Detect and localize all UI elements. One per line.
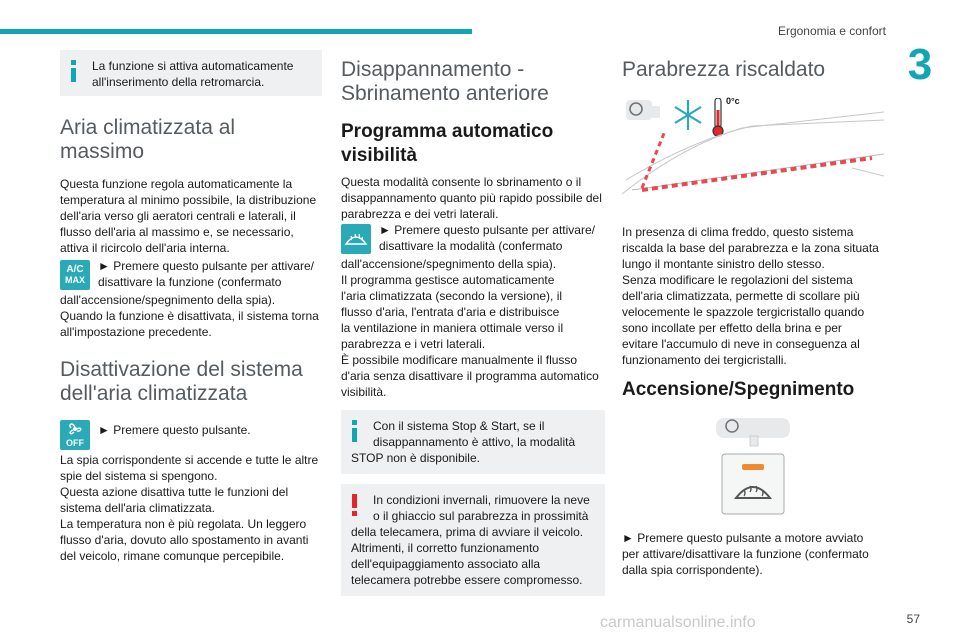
heated-windscreen-button-figure <box>622 410 884 530</box>
section-title-ac-off: Disattivazione del sistema dell'aria climatizzata <box>60 358 303 405</box>
thermometer-icon <box>713 98 723 136</box>
info-box-reverse-gear: La funzione si attiva automaticamente all'inserimento della retromarcia. <box>60 50 322 96</box>
column-middle <box>341 50 605 596</box>
button-illustration <box>622 410 884 530</box>
heated-windscreen-step: ► Premere questo pulsante a motore avviato per attivare/disattivare la funzione (confermato dalla spia corrispondente). <box>622 531 869 577</box>
ac-max-step: A/C MAX ► Premere questo pulsante per attivare/ disattivare la funzione (confermato <box>60 258 322 292</box>
column-left <box>60 50 322 564</box>
ac-off-step: OFF ► Premere questo pulsante. <box>60 418 322 452</box>
chapter-number: 3 <box>907 40 933 89</box>
subtitle-auto-visibility: Programma automatico visibilità <box>341 121 554 166</box>
defrost-intro: Questa modalità consente lo sbrinamento o il disappannamento quanto più rapido possibile del parabrezza e dei vetri laterali. <box>341 175 602 221</box>
header-accent-bar <box>0 29 472 34</box>
warning-icon <box>352 494 357 516</box>
heated-windscreen-figure <box>622 98 884 202</box>
warning-box-camera: In condizioni invernali, rimuovere la neve o il ghiaccio sul parabrezza in prossimità della telecamera, prima di avviare il veicolo. Altrimenti, il corretto funzionamento dell'equipaggiamento associato alla telecamera potrebbe essere compromesso. <box>341 484 605 596</box>
watermark: carmanualsonline.info <box>600 614 756 631</box>
section-title-ac-max: Aria climatizzata al massimo <box>60 116 236 163</box>
section-title-defrost: Disappannamento - Sbrinamento anteriore <box>341 58 549 105</box>
info-icon <box>71 60 76 82</box>
section-title-heated-windscreen: Parabrezza riscaldato <box>622 58 826 81</box>
header-section-title: Ergonomia e confort <box>777 24 886 38</box>
column-right <box>622 50 884 578</box>
subtitle-on-off: Accensione/Spegnimento <box>622 379 855 400</box>
ac-max-after: dall'accensione/spegnimento della spia). Quando la funzione è disattivata, il sistema torna all'impostazione precedente. <box>60 293 319 339</box>
defrost-button-icon <box>341 224 371 254</box>
info-icon <box>352 420 357 442</box>
fan-icon <box>60 420 90 438</box>
ac-off-text: La spia corrispondente si accende e tutte le altre spie del sistema si spengono. Questa azione disattiva tutte le funzioni del sistema dell'aria climatizzata. La temperatura non è più regolata. Un leggero flusso d'aria, dovuto allo spostamento in avanti del veicolo, rimane comunque percepibile. <box>60 453 319 563</box>
ac-max-button-icon: A/C MAX <box>60 260 90 290</box>
temperature-label: 0°c <box>726 96 740 106</box>
ac-max-intro: Questa funzione regola automaticamente la temperatura al minimo possibile, la distribuzione dell'aria verso gli aeratori centrali e laterali, il flusso dell'aria al massimo e, se necessario, attiva il ricircolo dell'aria interna. <box>60 177 317 255</box>
info-box-stop-start: Con il sistema Stop & Start, se il disappannamento è attivo, la modalità STOP non è disponibile. <box>341 410 605 474</box>
snowflake-icon <box>675 100 701 130</box>
windscreen-illustration <box>622 98 884 202</box>
windshield-defrost-icon <box>341 224 371 254</box>
heated-windscreen-text: In presenza di clima freddo, questo sistema riscalda la base del parabrezza e la zona situata lungo il montante sinistro dello stesso. Senza modificare le regolazioni del sistema dell'aria climatizzata, permette di scollare più velocemente le spazzole tergicristallo quando sono incollate per effetto della brina e per evitare l'accumulo di neve in conseguenza al funzionamento dei tergicristalli. <box>622 225 879 367</box>
defrost-step: ► Premere questo pulsante per attivare/ disattivare la modalità (confermato <box>341 222 605 256</box>
ac-off-button-icon: OFF <box>60 420 90 450</box>
page-number: 57 <box>906 612 920 626</box>
defrost-after: dall'accensione/spegnimento della spia). Il programma gestisce automaticamente l'aria climatizzata (secondo la versione), il flusso d'aria, l'entrata d'aria e distribuisce la ventilazione in maniera ottimale verso il parabrezza e i vetri laterali. È possibile modificare manualmente il flusso d'aria senza disattivare il programma automatico visibilità. <box>341 257 599 399</box>
